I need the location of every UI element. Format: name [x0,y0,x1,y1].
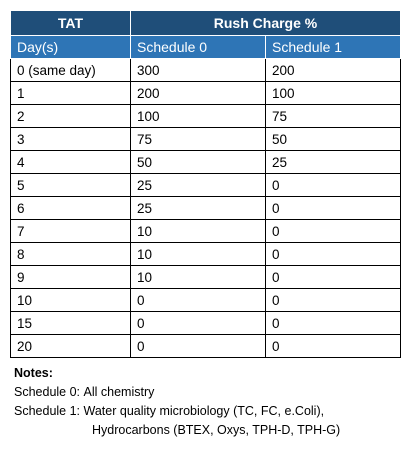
note-schedule-1-label: Schedule 1: [14,404,81,418]
cell-day: 1 [11,82,131,105]
cell-schedule-1: 25 [266,151,401,174]
rush-charge-table [10,10,401,358]
cell-schedule-0: 0 [131,335,266,358]
cell-schedule-0: 75 [131,128,266,151]
cell-schedule-0: 0 [131,289,266,312]
cell-schedule-0: 25 [131,174,266,197]
table-row [11,174,401,197]
cell-schedule-1: 0 [266,312,401,335]
table-row [11,151,401,174]
cell-schedule-0: 25 [131,197,266,220]
cell-schedule-0: 100 [131,105,266,128]
cell-schedule-1: 0 [266,266,401,289]
table-row [11,59,401,82]
subheader-schedule-0: Schedule 0 [131,36,266,59]
cell-schedule-1: 50 [266,128,401,151]
cell-schedule-1: 0 [266,197,401,220]
cell-schedule-0: 0 [131,312,266,335]
cell-day: 20 [11,335,131,358]
cell-day: 0 (same day) [11,59,131,82]
note-schedule-0-text: All chemistry [83,385,155,399]
table-row [11,312,401,335]
table-row [11,335,401,358]
header-tat: TAT [11,11,131,36]
cell-day: 10 [11,289,131,312]
cell-day: 7 [11,220,131,243]
note-schedule-0-label: Schedule 0: [14,385,81,399]
note-schedule-1-text: Water quality microbiology (TC, FC, e.Coli), [83,404,325,418]
subheader-schedule-1: Schedule 1 [266,36,401,59]
table-row [11,243,401,266]
table-row [11,105,401,128]
table-header-row [11,11,401,36]
table-row [11,289,401,312]
cell-schedule-1: 0 [266,289,401,312]
table-subheader-row [11,36,401,59]
header-rush-charge: Rush Charge % [131,11,401,36]
cell-day: 6 [11,197,131,220]
cell-day: 8 [11,243,131,266]
cell-schedule-0: 300 [131,59,266,82]
table-row [11,128,401,151]
cell-day: 3 [11,128,131,151]
notes-title: Notes: [14,366,53,380]
note-schedule-1 [14,402,400,421]
cell-day: 2 [11,105,131,128]
table-row [11,197,401,220]
cell-day: 15 [11,312,131,335]
cell-schedule-1: 0 [266,335,401,358]
subheader-days: Day(s) [11,36,131,59]
table-body [11,59,401,358]
cell-schedule-0: 10 [131,220,266,243]
cell-schedule-1: 0 [266,220,401,243]
cell-schedule-0: 50 [131,151,266,174]
cell-schedule-1: 100 [266,82,401,105]
table-row [11,220,401,243]
rush-charge-document [10,10,400,440]
cell-schedule-1: 75 [266,105,401,128]
cell-schedule-0: 10 [131,243,266,266]
cell-schedule-1: 0 [266,243,401,266]
cell-day: 4 [11,151,131,174]
notes-section [10,364,400,440]
cell-schedule-1: 200 [266,59,401,82]
note-schedule-1-continuation: Hydrocarbons (BTEX, Oxys, TPH-D, TPH-G) [92,423,341,437]
cell-day: 5 [11,174,131,197]
cell-schedule-1: 0 [266,174,401,197]
cell-schedule-0: 200 [131,82,266,105]
table-row [11,82,401,105]
note-schedule-0 [14,383,400,402]
table-row [11,266,401,289]
cell-schedule-0: 10 [131,266,266,289]
cell-day: 9 [11,266,131,289]
